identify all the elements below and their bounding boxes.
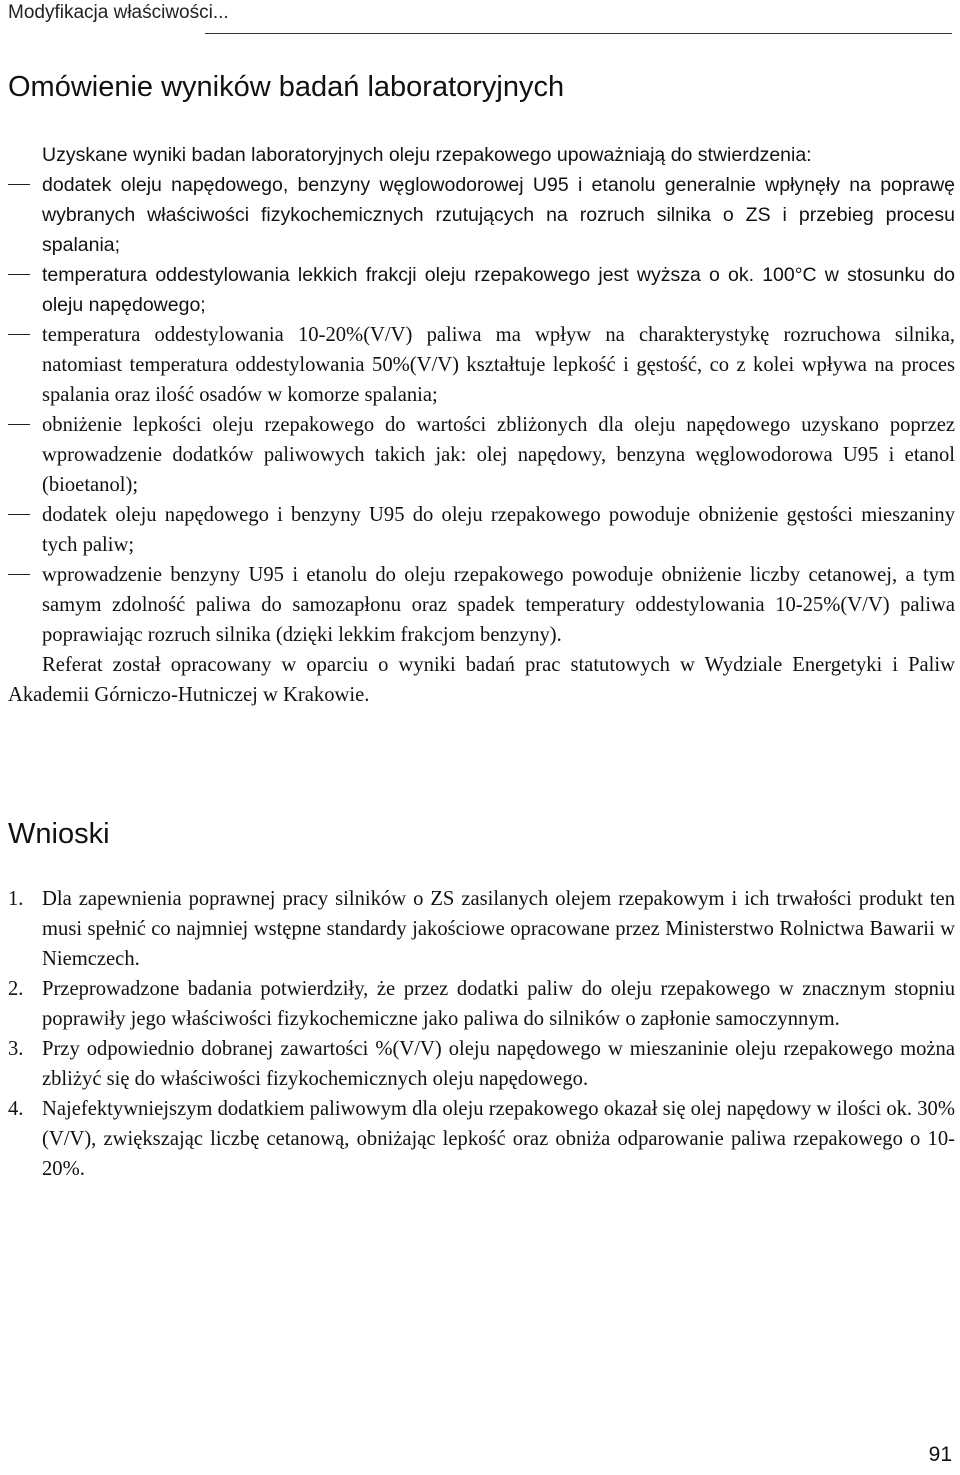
list-item (8, 1094, 955, 1184)
list-item (8, 500, 955, 560)
closing-paragraph: Referat został opracowany w oparciu o wyniki badań prac statutowych w Wydziale Energetyki i Paliw Akademii Górniczo-Hutniczej w Krakowie. (8, 654, 955, 706)
list-item-text: Najefektywniejszym dodatkiem paliwowym dla oleju rzepakowego okazał się olej napędowy w ilości ok. 30%(V/V), zwiększając liczbę cetanową, obniżając lepkość oraz obniża odparowanie paliwa rzepakowego o 10-20%. (42, 1098, 955, 1180)
conclusions-body (8, 884, 955, 1184)
header-rule (205, 33, 952, 34)
list-item (8, 410, 955, 500)
dash-bullet-icon (8, 184, 30, 185)
section-title-conclusions: Wnioski (8, 818, 110, 850)
dash-bullet-icon (8, 514, 30, 515)
item-number: 4. (8, 1098, 24, 1120)
dash-bullet-icon (8, 274, 30, 275)
list-item (8, 1034, 955, 1094)
list-item-text: Przy odpowiednio dobranej zawartości %(V/V) oleju napędowego w mieszaninie oleju rzepakowego można zbliżyć się do właściwości fizykochemicznych oleju napędowego. (42, 1038, 955, 1090)
item-number: 1. (8, 888, 24, 910)
list-item-text: Dla zapewnienia poprawnej pracy silników o ZS zasilanych olejem rzepakowym i ich trwałości produkt ten musi spełnić co najmniej wstępne standardy jakościowe opracowane przez Ministerstwo Rolnictwa Bawarii w Niemczech. (42, 888, 955, 970)
dash-bullet-icon (8, 574, 30, 575)
list-item-text: Przeprowadzone badania potwierdziły, że przez dodatki paliw do oleju rzepakowego w znacznym stopniu poprawiły jego właściwości fizykochemiczne jako paliwa do silników o zapłonie samoczynnym. (42, 978, 955, 1030)
results-intro: Uzyskane wyniki badan laboratoryjnych oleju rzepakowego upoważniają do stwierdzenia: (42, 144, 812, 166)
list-item-text: obniżenie lepkości oleju rzepakowego do wartości zbliżonych dla oleju napędowego uzyskano poprzez wprowadzenie dodatków paliwowych takich jak: olej napędowy, benzyna węglowodorowa U95 i etanol (bioetanol); (42, 414, 955, 496)
list-item-text: dodatek oleju napędowego, benzyny węglowodorowej U95 i etanolu generalnie wpłynęły na poprawę wybranych właściwości fizykochemicznych rzutujących na rozruch silnika o ZS i przebieg procesu spalania; (42, 174, 955, 256)
item-number: 3. (8, 1038, 24, 1060)
item-number: 2. (8, 978, 24, 1000)
list-item (8, 560, 955, 650)
list-item-text: dodatek oleju napędowego i benzyny U95 do oleju rzepakowego powoduje obniżenie gęstości mieszaniny tych paliw; (42, 504, 955, 556)
conclusions-list (8, 884, 955, 1184)
list-item-text: wprowadzenie benzyny U95 i etanolu do oleju rzepakowego powoduje obniżenie liczby cetanowej, a tym samym zdolność paliwa do samozapłonu oraz spadek temperatury oddestylowania 10-25%(V/V) paliwa poprawiając rozruch silnika (dzięki lekkim frakcjom benzyny). (42, 564, 955, 646)
dash-bullet-icon (8, 334, 30, 335)
list-item (8, 884, 955, 974)
page-number: 91 (928, 1443, 952, 1466)
list-item (8, 170, 955, 260)
list-item (8, 260, 955, 320)
section-title-results: Omówienie wyników badań laboratoryjnych (8, 71, 565, 103)
list-item (8, 974, 955, 1034)
running-header: Modyfikacja właściwości... (8, 2, 229, 23)
list-item-text: temperatura oddestylowania lekkich frakcji oleju rzepakowego jest wyższa o ok. 100°C w stosunku do oleju napędowego; (42, 264, 955, 316)
findings-list (8, 170, 955, 650)
list-item-text: temperatura oddestylowania 10-20%(V/V) paliwa ma wpływ na charakterystykę rozruchowa silnika, natomiast temperatura oddestylowania 50%(V/V) kształtuje lepkość i gęstość, co z kolei wpływa na proces spalania oraz ilość osadów w komorze spalania; (42, 324, 955, 406)
list-item (8, 320, 955, 410)
results-body (8, 140, 955, 710)
dash-bullet-icon (8, 424, 30, 425)
